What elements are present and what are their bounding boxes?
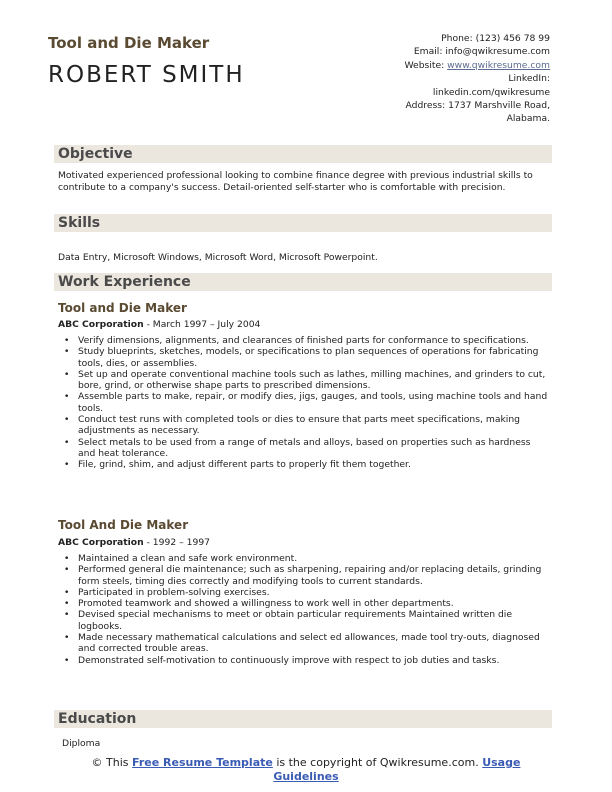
list-item: • Promoted teamwork and showed a willingness to work well in other departments. — [62, 598, 550, 609]
job-2-dates: - 1992 – 1997 — [143, 537, 211, 548]
job-2-company-line — [58, 537, 210, 548]
job-2-bullets — [62, 553, 550, 666]
list-item: • Set up and operate conventional machine tools such as lathes, milling machines, and grinders to cut, bore, grind, or otherwise shape parts to prescribed dimensions. — [62, 369, 550, 392]
list-item: • Participated in problem-solving exercises. — [62, 587, 550, 598]
website-label: Website: — [404, 59, 445, 71]
contact-address — [320, 99, 550, 112]
objective-heading: Objective — [54, 145, 552, 163]
free-resume-template-link[interactable]: Free Resume Template — [132, 756, 273, 769]
address-label: Address: — [405, 100, 446, 112]
list-item: • Demonstrated self-motivation to continuously improve with respect to job duties and tasks. — [62, 655, 550, 666]
objective-text: Motivated experienced professional looking to combine finance degree with previous industrial skills to contribute to a company's success. Detail-oriented self-starter who is comfortable with precision. — [58, 170, 533, 193]
job-1-company: ABC Corporation — [58, 319, 144, 330]
phone-label: Phone: — [441, 33, 473, 44]
contact-address-line2: Alabama. — [506, 113, 550, 125]
list-item: • Maintained a clean and safe work environment. — [62, 553, 550, 564]
contact-block — [320, 32, 550, 126]
list-item: • Verify dimensions, alignments, and clearances of finished parts for conformance to specifications. — [62, 335, 550, 346]
phone-value: (123) 456 78 99 — [475, 33, 550, 44]
email-value: info@qwikresume.com — [445, 46, 550, 58]
footer-prefix: © This — [91, 756, 133, 769]
candidate-name: ROBERT SMITH — [48, 62, 245, 88]
list-item: • Devised special mechanisms to meet or obtain particular requirements Maintained written die logbooks. — [62, 609, 550, 632]
usage-guidelines-link-part1[interactable]: Usage — [482, 756, 521, 769]
work-experience-heading: Work Experience — [54, 273, 552, 291]
list-item: • Conduct test runs with completed tools or dies to ensure that parts meet specifications, making adjustments as necessary. — [62, 414, 550, 437]
list-item: • Select metals to be used from a range of metals and alloys, based on properties such as hardness and heat tolerance. — [62, 437, 550, 460]
education-text: Diploma — [62, 738, 101, 749]
skills-heading: Skills — [54, 214, 552, 232]
address-line1: 1737 Marshville Road, — [448, 100, 550, 112]
job-2-company: ABC Corporation — [58, 537, 144, 548]
list-item: • Study blueprints, sketches, models, or specifications to plan sequences of operations for fabricating tools, dies, or assemblies. — [62, 346, 550, 369]
contact-email — [320, 45, 550, 58]
header-job-title: Tool and Die Maker — [48, 34, 210, 52]
job-1-title: Tool and Die Maker — [58, 301, 187, 315]
job-2-title: Tool And Die Maker — [58, 518, 189, 532]
footer — [0, 756, 612, 784]
list-item: • Assemble parts to make, repair, or modify dies, jigs, gauges, and tools, using machine tools and hand tools. — [62, 391, 550, 414]
job-1-bullets — [62, 335, 550, 471]
list-item: • Performed general die maintenance; such as sharpening, repairing and/or replacing details, grinding form steels, timing dies correctly and modifying tools to current standards. — [62, 564, 550, 587]
contact-linkedin-value: linkedin.com/qwikresume — [432, 86, 550, 98]
list-item: • Made necessary mathematical calculations and select ed allowances, made tool try-outs, diagnosed and corrected trouble areas. — [62, 632, 550, 655]
email-label: Email: — [413, 46, 443, 58]
education-heading: Education — [54, 710, 552, 728]
job-1-company-line — [58, 319, 260, 330]
job-1-dates: - March 1997 – July 2004 — [143, 319, 261, 330]
usage-guidelines-link-part2[interactable]: Guidelines — [273, 770, 339, 783]
contact-linkedin-label: LinkedIn: — [508, 73, 550, 85]
contact-website — [320, 59, 550, 72]
footer-middle: is the copyright of Qwikresume.com. — [272, 756, 483, 769]
contact-phone — [320, 32, 550, 45]
list-item: • File, grind, shim, and adjust different parts to properly fit them together. — [62, 459, 550, 470]
website-link[interactable]: www.qwikresume.com — [447, 59, 550, 71]
skills-text: Data Entry, Microsoft Windows, Microsoft Word, Microsoft Powerpoint. — [58, 252, 378, 263]
